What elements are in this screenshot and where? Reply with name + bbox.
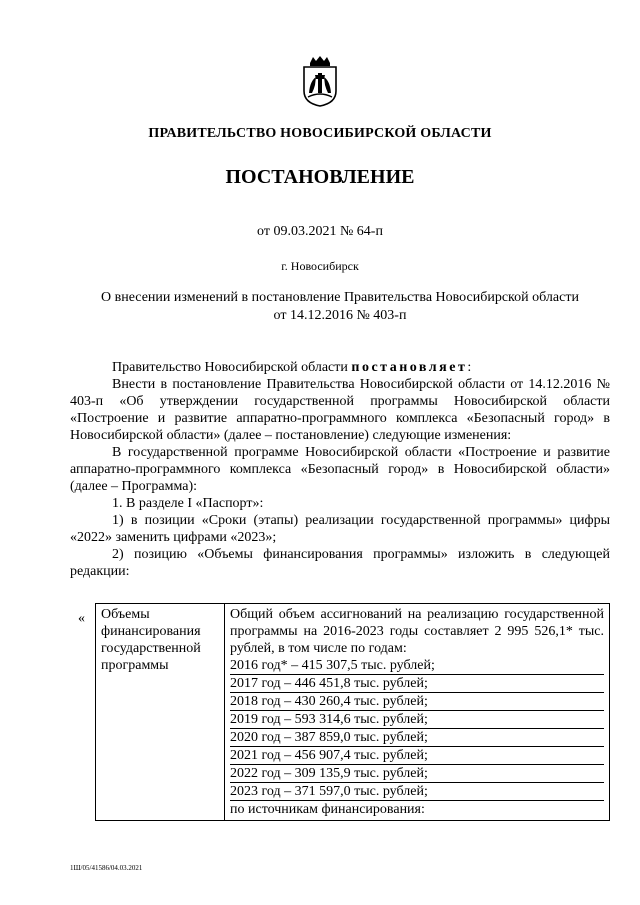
paragraph-program: В государственной программе Новосибирской области «Построение и развитие аппаратно-программного комплекса «Безопасный город» в Новосибирской области» (далее – Программа): [70,445,610,494]
document-body [70,359,610,580]
paragraph-amend: Внести в постановление Правительства Новосибирской области от 14.12.2016 № 403-п «Об утверждении государственной программы Новосибирской области «Построение и развитие аппаратно-программного комплекса «Безопасный город» в Новосибирской области» (далее – постановление) следующие изменения: [70,377,610,443]
paragraph-item-1: 1) в позиции «Сроки (этапы) реализации государственной программы» цифры «2022» заменить цифрами «2023»; [70,513,610,545]
document-type: ПОСТАНОВЛЕНИЕ [225,166,415,188]
year-line: 2019 год – 593 314,6 тыс. рублей; [230,711,604,729]
year-line: 2017 год – 446 451,8 тыс. рублей; [230,675,604,693]
paragraph-item-2: 2) позицию «Объемы финансирования программы» изложить в следующей редакции: [70,547,610,579]
paragraph-section: 1. В разделе I «Паспорт»: [112,496,264,511]
table-right-cell [225,604,610,821]
paragraph-preamble [70,359,610,376]
financing-intro: Общий объем ассигнований на реализацию государственной программы на 2016-2023 годы составляет 2 995 526,1* тыс. рублей, в том числе по годам: [230,607,604,656]
subject-line-2: от 14.12.2016 № 403-п [273,308,407,323]
year-line: 2022 год – 309 135,9 тыс. рублей; [230,765,604,783]
year-line: 2023 год – 371 597,0 тыс. рублей; [230,783,604,801]
government-name: ПРАВИТЕЛЬСТВО НОВОСИБИРСКОЙ ОБЛАСТИ [148,126,492,141]
preamble-colon: : [467,360,472,375]
open-quote: « [78,611,85,626]
subject-line-1: О внесении изменений в постановление Правительства Новосибирской области [101,290,579,305]
subject [70,289,610,325]
years-list [230,657,604,801]
resolves-word: постановляет [351,360,468,375]
document-code: 1Ш/05/41586/04.03.2021 [70,864,143,872]
year-line: 2016 год* – 415 307,5 тыс. рублей; [230,657,604,675]
financing-sources: по источникам финансирования: [230,802,425,817]
coat-of-arms-icon [300,55,340,107]
passport-table [95,603,610,821]
date-number: от 09.03.2021 № 64-п [257,224,383,239]
table-left-cell: Объемы финансирования государственной программы [96,604,225,821]
year-line: 2021 год – 456 907,4 тыс. рублей; [230,747,604,765]
table-row [96,604,610,821]
year-line: 2020 год – 387 859,0 тыс. рублей; [230,729,604,747]
year-line: 2018 год – 430 260,4 тыс. рублей; [230,693,604,711]
city: г. Новосибирск [281,259,359,273]
preamble-text: Правительство Новосибирской области [112,360,348,375]
